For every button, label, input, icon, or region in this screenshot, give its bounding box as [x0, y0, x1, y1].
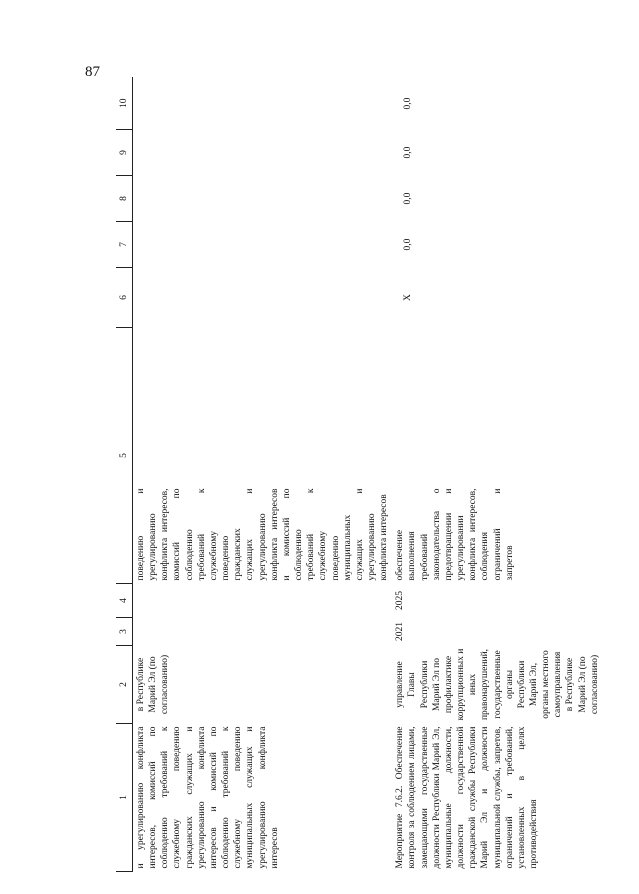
- cell-start-empty: [133, 618, 393, 646]
- cell-executor-7-6-2: управление Главы Республики Марий Эл по профилактике коррупционных и иных правонарушений, государственные органы Республики Марий Эл, органы местного самоуправления в Республике Марий Эл (по согласованию): [395, 648, 600, 721]
- cell-value-7: 0,0: [403, 238, 414, 251]
- cell-result-continued: поведению и урегулированию конфликта интересов, комиссий по соблюдению требований к служебному поведению гражданских служащих и урегулированию конфликта интересов и комиссий по соблюдению требований к служебному поведению муниципальных служащих и урегулированию конфликта интересов: [136, 488, 390, 581]
- cell-start-year: 2021: [395, 622, 406, 641]
- header-col-6: 6: [116, 268, 133, 328]
- cell-result-7-6-2: обеспечение выполнения требований законодательства о предотвращении и урегулировании конфликта интересов, соблюдения ограничений и запретов: [395, 488, 515, 581]
- header-col-2: 2: [116, 646, 133, 724]
- header-col-1: 1: [116, 724, 133, 872]
- cell-measure-continued: и урегулированию конфликта интересов, комиссий по соблюдению требований к служебному поведению гражданских служащих и урегулированию конфликта интересов и комиссий по соблюдению требований к служебному поведению муниципальных служащих и урегулированию конфликта интересов: [136, 726, 280, 869]
- cell-measure-7-6-2: Мероприятие 7.6.2. Обеспечение контроля за соблюдением лицами, замещающими государственные должности Республики Марий Эл, муниципальные должности, должности государственной гражданской службы Республики Марий Эл и должности муниципальной службы, запретов, ограничений и требований, установленных в целях противодействия: [395, 726, 539, 869]
- table-row-continued: [133, 78, 393, 872]
- page-number: 87: [85, 64, 100, 80]
- header-col-3: 3: [116, 618, 133, 646]
- table-row-7-6-2: [392, 78, 603, 872]
- cell-result-continued-wrap: [133, 328, 393, 584]
- cell-executor-continued: в Республике Марий Эл (по согласованию): [136, 654, 171, 715]
- cell-result-7-6-2-wrap: [392, 328, 603, 584]
- cell-end-empty: [133, 584, 393, 618]
- header-col-10: 10: [116, 78, 133, 130]
- cell-x-mark: X: [403, 294, 414, 301]
- cell-value-10: 0,0: [403, 97, 414, 110]
- header-row: [116, 78, 133, 872]
- cell-end-year: 2025: [395, 591, 406, 610]
- cell-value-9: 0,0: [403, 146, 414, 159]
- header-col-5: 5: [116, 328, 133, 584]
- header-col-4: 4: [116, 584, 133, 618]
- header-col-8: 8: [116, 176, 133, 222]
- cell-value-8: 0,0: [403, 192, 414, 205]
- program-table: [116, 78, 603, 873]
- rotated-table-container: [116, 78, 639, 872]
- header-col-9: 9: [116, 130, 133, 176]
- header-col-7: 7: [116, 222, 133, 268]
